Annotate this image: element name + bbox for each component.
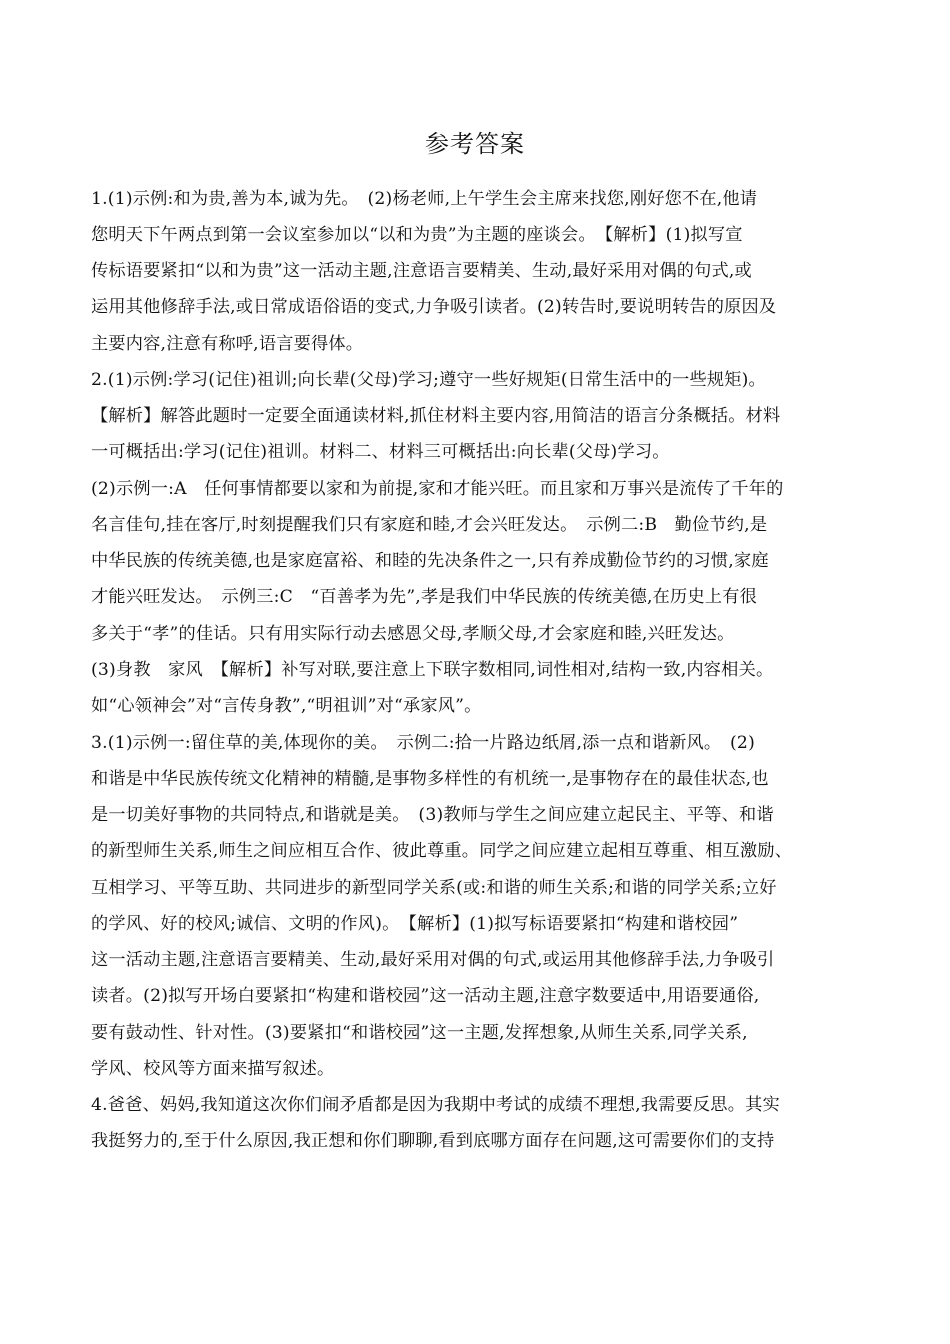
page-title: 参考答案 <box>425 130 525 158</box>
text-line: 主要内容,注意有称呼,语言要得体。 <box>91 334 364 354</box>
text-line: 才能兴旺发达。 示例三:C “百善孝为先”,孝是我们中华民族的传统美德,在历史上有很 <box>91 587 757 607</box>
text-line: 您明天下午两点到第一会议室参加以“以和为贵”为主题的座谈会。 【解析】(1)拟写宣 <box>91 225 743 245</box>
text-line: 互相学习、平等互助、共同进步的新型同学关系(或:和谐的师生关系;和谐的同学关系;立好 <box>91 878 777 898</box>
text-line: (2)示例一:A 任何事情都要以家和为前提,家和才能兴旺。而且家和万事兴是流传了千年的 <box>91 479 784 499</box>
text-line: 运用其他修辞手法,或日常成语俗语的变式,力争吸引读者。(2)转告时,要说明转告的原因及 <box>91 297 777 317</box>
text-line: 多关于“孝”的佳话。只有用实际行动去感恩父母,孝顺父母,才会家庭和睦,兴旺发达。 <box>91 624 735 644</box>
text-line: 2.(1)示例:学习(记住)祖训;向长辈(父母)学习;遵守一些好规矩(日常生活中的一些规矩)。 <box>91 370 766 390</box>
text-line: 学风、校风等方面来描写叙述。 <box>91 1059 335 1079</box>
text-line: 我挺努力的,至于什么原因,我正想和你们聊聊,看到底哪方面存在问题,这可需要你们的支持 <box>91 1131 775 1151</box>
text-line: 中华民族的传统美德,也是家庭富裕、和睦的先决条件之一,只有养成勤俭节约的习惯,家庭 <box>91 551 769 571</box>
text-line: (3)身教 家风 【解析】补写对联,要注意上下联字数相同,词性相对,结构一致,内容相关。 <box>91 660 774 680</box>
text-line: 4.爸爸、妈妈,我知道这次你们闹矛盾都是因为我期中考试的成绩不理想,我需要反思。其实 <box>91 1095 780 1115</box>
text-line: 如“心领神会”对“言传身教”,“明祖训”对“承家风”。 <box>91 696 482 716</box>
text-line: 3.(1)示例一:留住草的美,体现你的美。 示例二:拾一片路边纸屑,添一点和谐新风。 (2) <box>91 733 755 753</box>
text-line: 这一活动主题,注意语言要精美、生动,最好采用对偶的句式,或运用其他修辞手法,力争吸引 <box>91 950 775 970</box>
text-line: 要有鼓动性、针对性。(3)要紧扣“和谐校园”这一主题,发挥想象,从师生关系,同学关系, <box>91 1023 748 1043</box>
text-line: 读者。(2)拟写开场白要紧扣“构建和谐校园”这一活动主题,注意字数要适中,用语要通俗, <box>91 986 760 1006</box>
text-line: 的学风、好的校风;诚信、文明的作风)。 【解析】(1)拟写标语要紧扣“构建和谐校园” <box>91 914 739 934</box>
text-line: 的新型师生关系,师生之间应相互合作、彼此尊重。同学之间应建立起相互尊重、相互激励、 <box>91 841 793 861</box>
text-line: 是一切美好事物的共同特点,和谐就是美。 (3)教师与学生之间应建立起民主、平等、和谐 <box>91 805 774 825</box>
text-line: 1.(1)示例:和为贵,善为本,诚为先。 (2)杨老师,上午学生会主席来找您,刚好您不在,他请 <box>91 189 758 209</box>
text-line: 一可概括出:学习(记住)祖训。材料二、材料三可概括出:向长辈(父母)学习。 <box>91 442 670 462</box>
text-line: 名言佳句,挂在客厅,时刻提醒我们只有家庭和睦,才会兴旺发达。 示例二:B 勤俭节约,是 <box>91 515 768 535</box>
text-line: 和谐是中华民族传统文化精神的精髓,是事物多样性的有机统一,是事物存在的最佳状态,也 <box>91 769 769 789</box>
text-line: 传标语要紧扣“以和为贵”这一活动主题,注意语言要精美、生动,最好采用对偶的句式,或 <box>91 261 752 281</box>
text-line: 【解析】解答此题时一定要全面通读材料,抓住材料主要内容,用简洁的语言分条概括。材料 <box>91 406 781 426</box>
